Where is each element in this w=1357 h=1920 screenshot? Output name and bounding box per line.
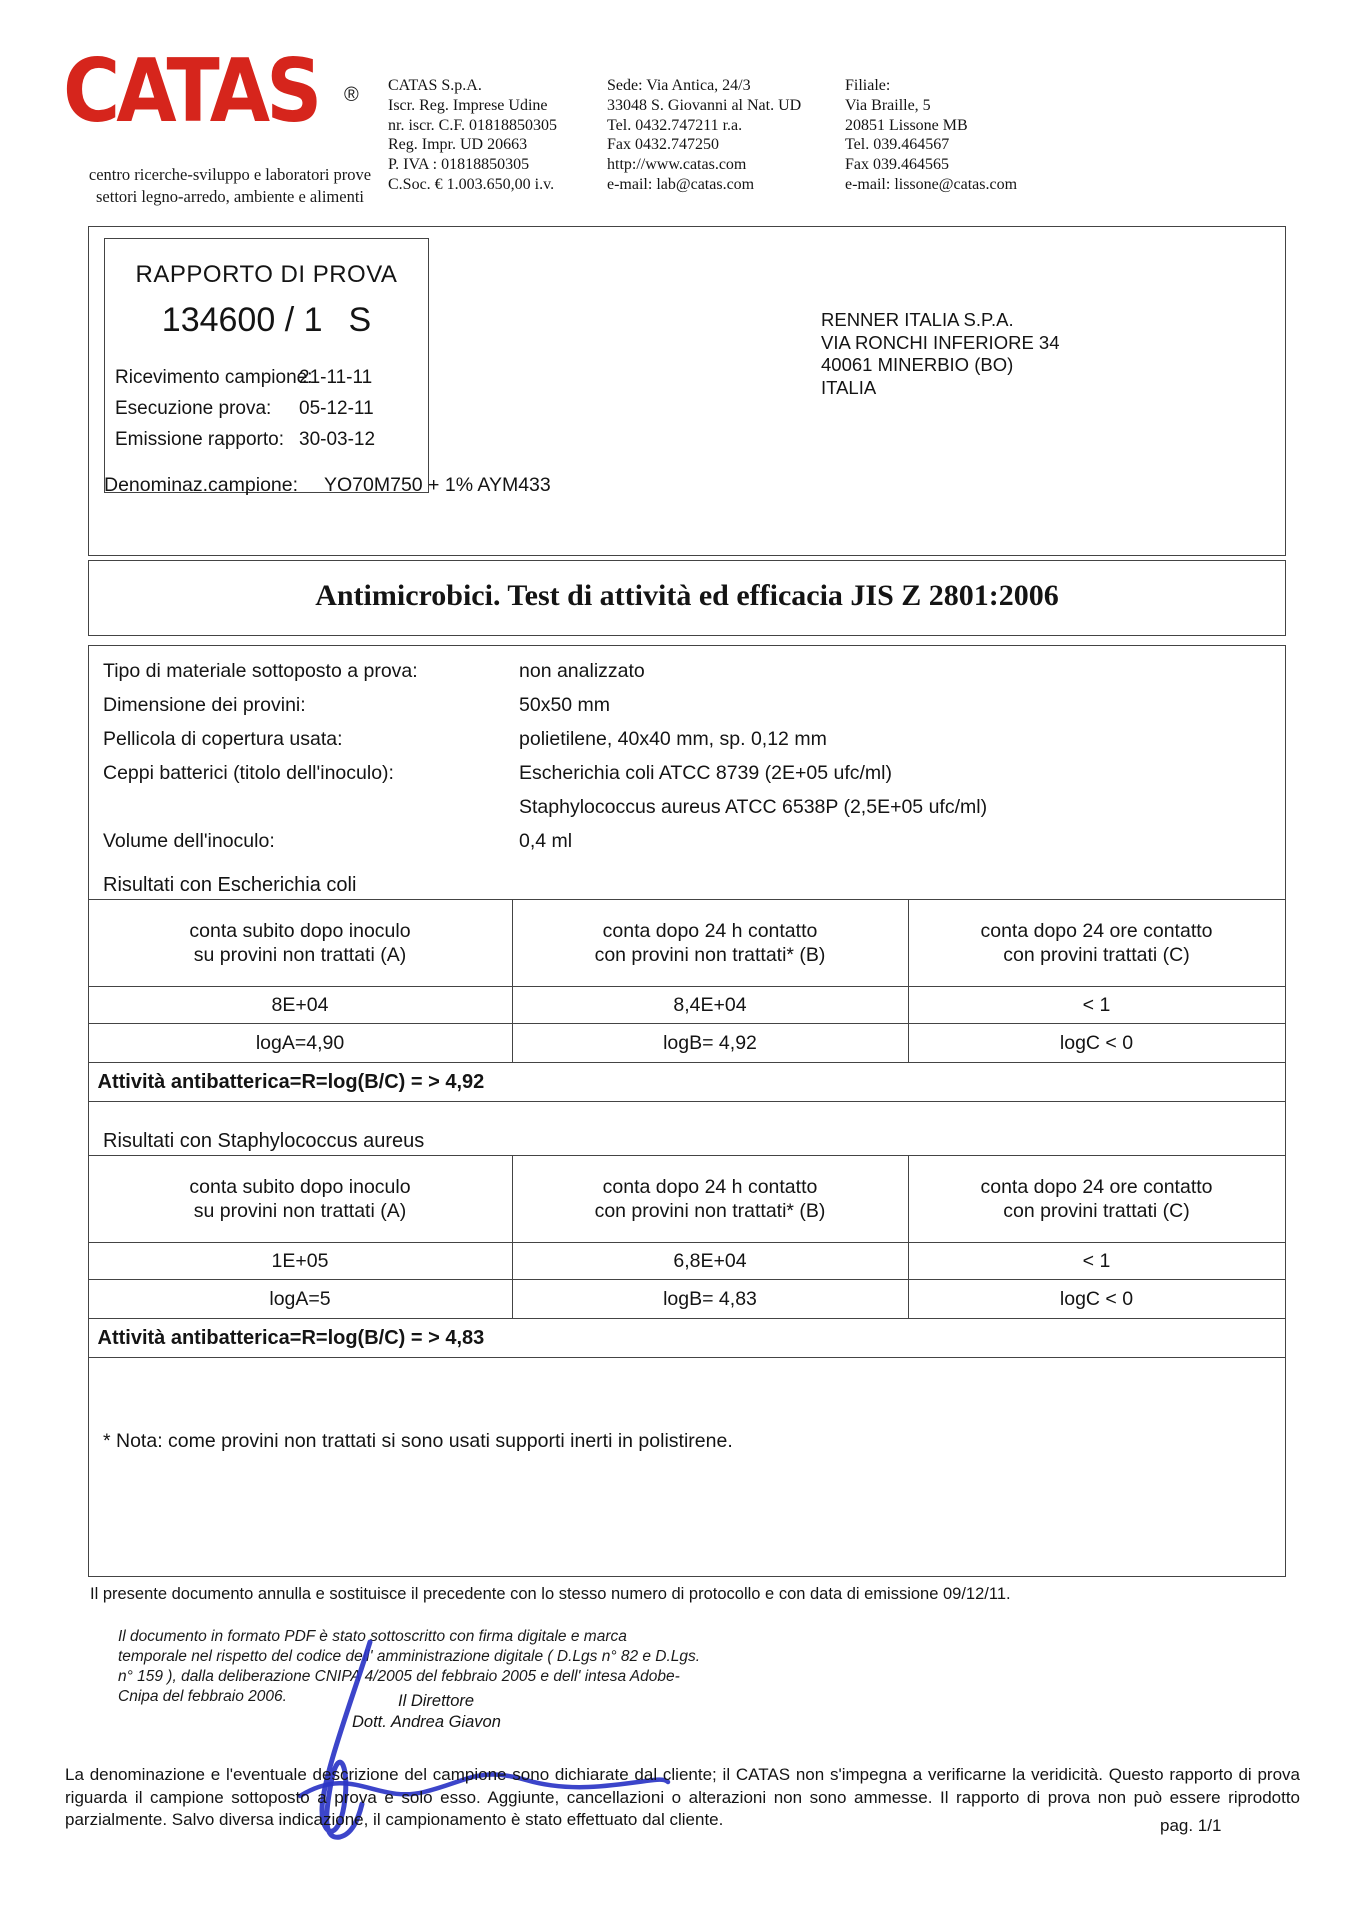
spec-label: Dimensione dei provini: [103,694,306,716]
branch-info-line: Filiale: [845,77,891,94]
report-header-frame [88,226,1286,556]
report-field-value: 05-12-11 [299,398,374,419]
spec-value: Escherichia coli ATCC 8739 (2E+05 ufc/ml) [519,762,893,784]
pdf-note-line: Cnipa del febbraio 2006. [118,1688,287,1705]
report-number [105,301,428,340]
count-cell: 8E+04 [89,987,513,1023]
main-content-frame [88,645,1286,1577]
header-line: conta subito dopo inoculo [189,919,411,942]
spec-value: polietilene, 40x40 mm, sp. 0,12 mm [519,728,827,750]
hq-info-line: Fax 0432.747250 [607,136,719,154]
header-line: con provini non trattati* (B) [594,944,826,966]
footnote: * Nota: come provini non trattati si sono usati supporti inerti in polistirene. [103,1430,733,1452]
header-line: conta dopo 24 ore contatto [980,1175,1213,1198]
table-logs-row [89,1024,1285,1063]
company-info-line: Reg. Impr. UD 20663 [388,136,528,154]
company-info-line: Iscr. Reg. Imprese Udine [388,96,548,114]
supersede-note: Il presente documento annulla e sostituisce il precedente con lo stesso numero di protocollo e con data di emissione 09/12/11. [90,1585,1011,1603]
table-logs-row [89,1280,1285,1319]
log-cell: logA=4,90 [89,1024,513,1062]
table-counts-row [89,987,1285,1024]
log-cell: logB= 4,92 [513,1024,909,1062]
company-registry-column [388,76,557,195]
hq-info-line: Tel. 0432.747211 r.a. [607,116,743,134]
header-line: con provini trattati (C) [1003,1200,1190,1222]
results-section-title-aureus: Risultati con Staphylococcus aureus [103,1130,425,1152]
logo-caption [70,164,390,208]
branch-email: e-mail: lissone@catas.com [845,175,1018,193]
director-name: Dott. Andrea Giavon [352,1713,501,1731]
recipient-line: ITALIA [821,376,877,398]
recipient-line: VIA RONCHI INFERIORE 34 [821,331,1060,353]
company-info-line: CATAS S.p.A. [388,77,482,94]
header-line: conta dopo 24 ore contatto [980,919,1213,942]
header-line: con provini non trattati* (B) [594,1200,826,1222]
header-line: conta subito dopo inoculo [189,1175,411,1198]
report-field-label: Emissione rapporto: [115,429,284,450]
antibacterial-activity-row: Attività antibatterica=R=log(B/C) = > 4,83 [97,1326,485,1349]
header-line: su provini non trattati (A) [193,1200,407,1222]
table-header-row [89,900,1285,987]
sample-name-label: Denominaz.campione: [104,474,299,496]
document-title: Antimicrobici. Test di attività ed efficacia JIS Z 2801:2006 [315,579,1059,612]
hq-info-line: 33048 S. Giovanni al Nat. UD [607,96,802,114]
company-info-line: nr. iscr. C.F. 01818850305 [388,116,557,134]
table-header-cell [909,1156,1285,1242]
sample-name-row [104,474,551,497]
table-header-cell [513,900,909,986]
table-header-row [89,1156,1285,1243]
spec-value: Staphylococcus aureus ATCC 6538P (2,5E+05 ufc/ml) [519,796,988,818]
pdf-note-line: Il documento in formato PDF è stato sottoscritto con firma digitale e marca [118,1628,627,1645]
table-header-cell [89,900,513,986]
report-field [115,398,374,420]
spec-label: Ceppi batterici (titolo dell'inoculo): [103,762,394,784]
legal-disclaimer: La denominazione e l'eventuale descrizione del campione sono dichiarate dal cliente; il CATAS non s'impegna a verificarne la veridicità. Questo rapporto di prova riguarda il campione sottoposto a prova e solo esso. Aggiunte, cancellazioni o alterazioni non sono ammesse. Il rapporto di prova non può essere riprodotto parzialmente. Salvo diversa indicazione, il campionamento è stato effettuato dal cliente. [65,1765,1300,1829]
spec-label: Volume dell'inoculo: [103,830,275,852]
table-header-cell [513,1156,909,1242]
header-line: su provini non trattati (A) [193,944,407,966]
hq-email: e-mail: lab@catas.com [607,175,755,193]
spec-label: Pellicola di copertura usata: [103,728,343,750]
logo-caption-line: settori legno-arredo, ambiente e alimenti [95,187,365,206]
table-header-cell [89,1156,513,1242]
report-field-value: 21-11-11 [299,367,373,388]
headquarters-column [607,76,801,195]
spec-label: Tipo di materiale sottoposto a prova: [103,660,418,682]
catas-logo: CATAS [63,41,319,143]
report-field-label: Esecuzione prova: [115,398,272,419]
branch-column [845,76,1017,195]
header-line: con provini trattati (C) [1003,944,1190,966]
title-frame [88,560,1286,636]
branch-info-line: 20851 Lissone MB [845,116,968,134]
log-cell: logC < 0 [1059,1031,1134,1054]
header-line: conta dopo 24 h contatto [602,919,818,942]
report-field-label: Ricevimento campione: [115,367,313,388]
table-counts-row [89,1243,1285,1280]
branch-info-line: Tel. 039.464567 [845,136,950,154]
count-cell: 1E+05 [89,1243,513,1279]
report-number-value: 134600 / 1 [161,301,323,339]
count-cell: < 1 [1082,993,1111,1016]
branch-info-line: Fax 039.464565 [845,156,949,174]
table-header-cell [909,900,1285,986]
report-id-box [104,238,429,493]
company-info-line: P. IVA : 01818850305 [388,156,530,174]
branch-info-line: Via Braille, 5 [845,96,931,114]
pdf-note-line: n° 159 ), dalla deliberazione CNIPA 4/2005 del febbraio 2005 e dell' intesa Adobe- [118,1668,680,1685]
results-section-title-ecoli: Risultati con Escherichia coli [103,874,357,896]
results-table-ecoli [88,899,1286,1102]
company-info-line: C.Soc. € 1.003.650,00 i.v. [388,175,555,193]
recipient-address [821,309,1060,399]
count-cell: < 1 [1082,1249,1111,1272]
director-title: Il Direttore [398,1692,475,1710]
recipient-line: 40061 MINERBIO (BO) [821,354,1014,375]
report-field-value: 30-03-12 [299,429,376,450]
results-table-aureus [88,1155,1286,1358]
hq-info-line: Sede: Via Antica, 24/3 [607,77,751,94]
logo-caption-line: centro ricerche-sviluppo e laboratori prove [88,165,372,184]
report-field [115,429,376,451]
spec-value: 0,4 ml [519,830,573,852]
registered-trademark-icon: ® [344,84,359,106]
page-number: pag. 1/1 [1160,1816,1222,1835]
antibacterial-activity-row: Attività antibatterica=R=log(B/C) = > 4,92 [97,1070,485,1093]
log-cell: logB= 4,83 [513,1280,909,1318]
report-field [115,367,373,389]
spec-value: 50x50 mm [519,694,611,716]
pdf-note-line: temporale nel rispetto del codice dell' amministrazione digitale ( D.Lgs n° 82 e D.Lgs. [118,1648,701,1665]
log-cell: logA=5 [89,1280,513,1318]
sample-name-value: YO70M750 + 1% AYM433 [324,474,551,496]
report-number-suffix: S [348,301,372,339]
header-line: conta dopo 24 h contatto [602,1175,818,1198]
count-cell: 8,4E+04 [513,987,909,1023]
log-cell: logC < 0 [1059,1287,1134,1310]
hq-website-link: http://www.catas.com [607,156,747,174]
report-box-title: RAPPORTO DI PROVA [135,261,398,288]
count-cell: 6,8E+04 [513,1243,909,1279]
recipient-line: RENNER ITALIA S.P.A. [821,309,1014,330]
spec-value: non analizzato [519,660,645,682]
